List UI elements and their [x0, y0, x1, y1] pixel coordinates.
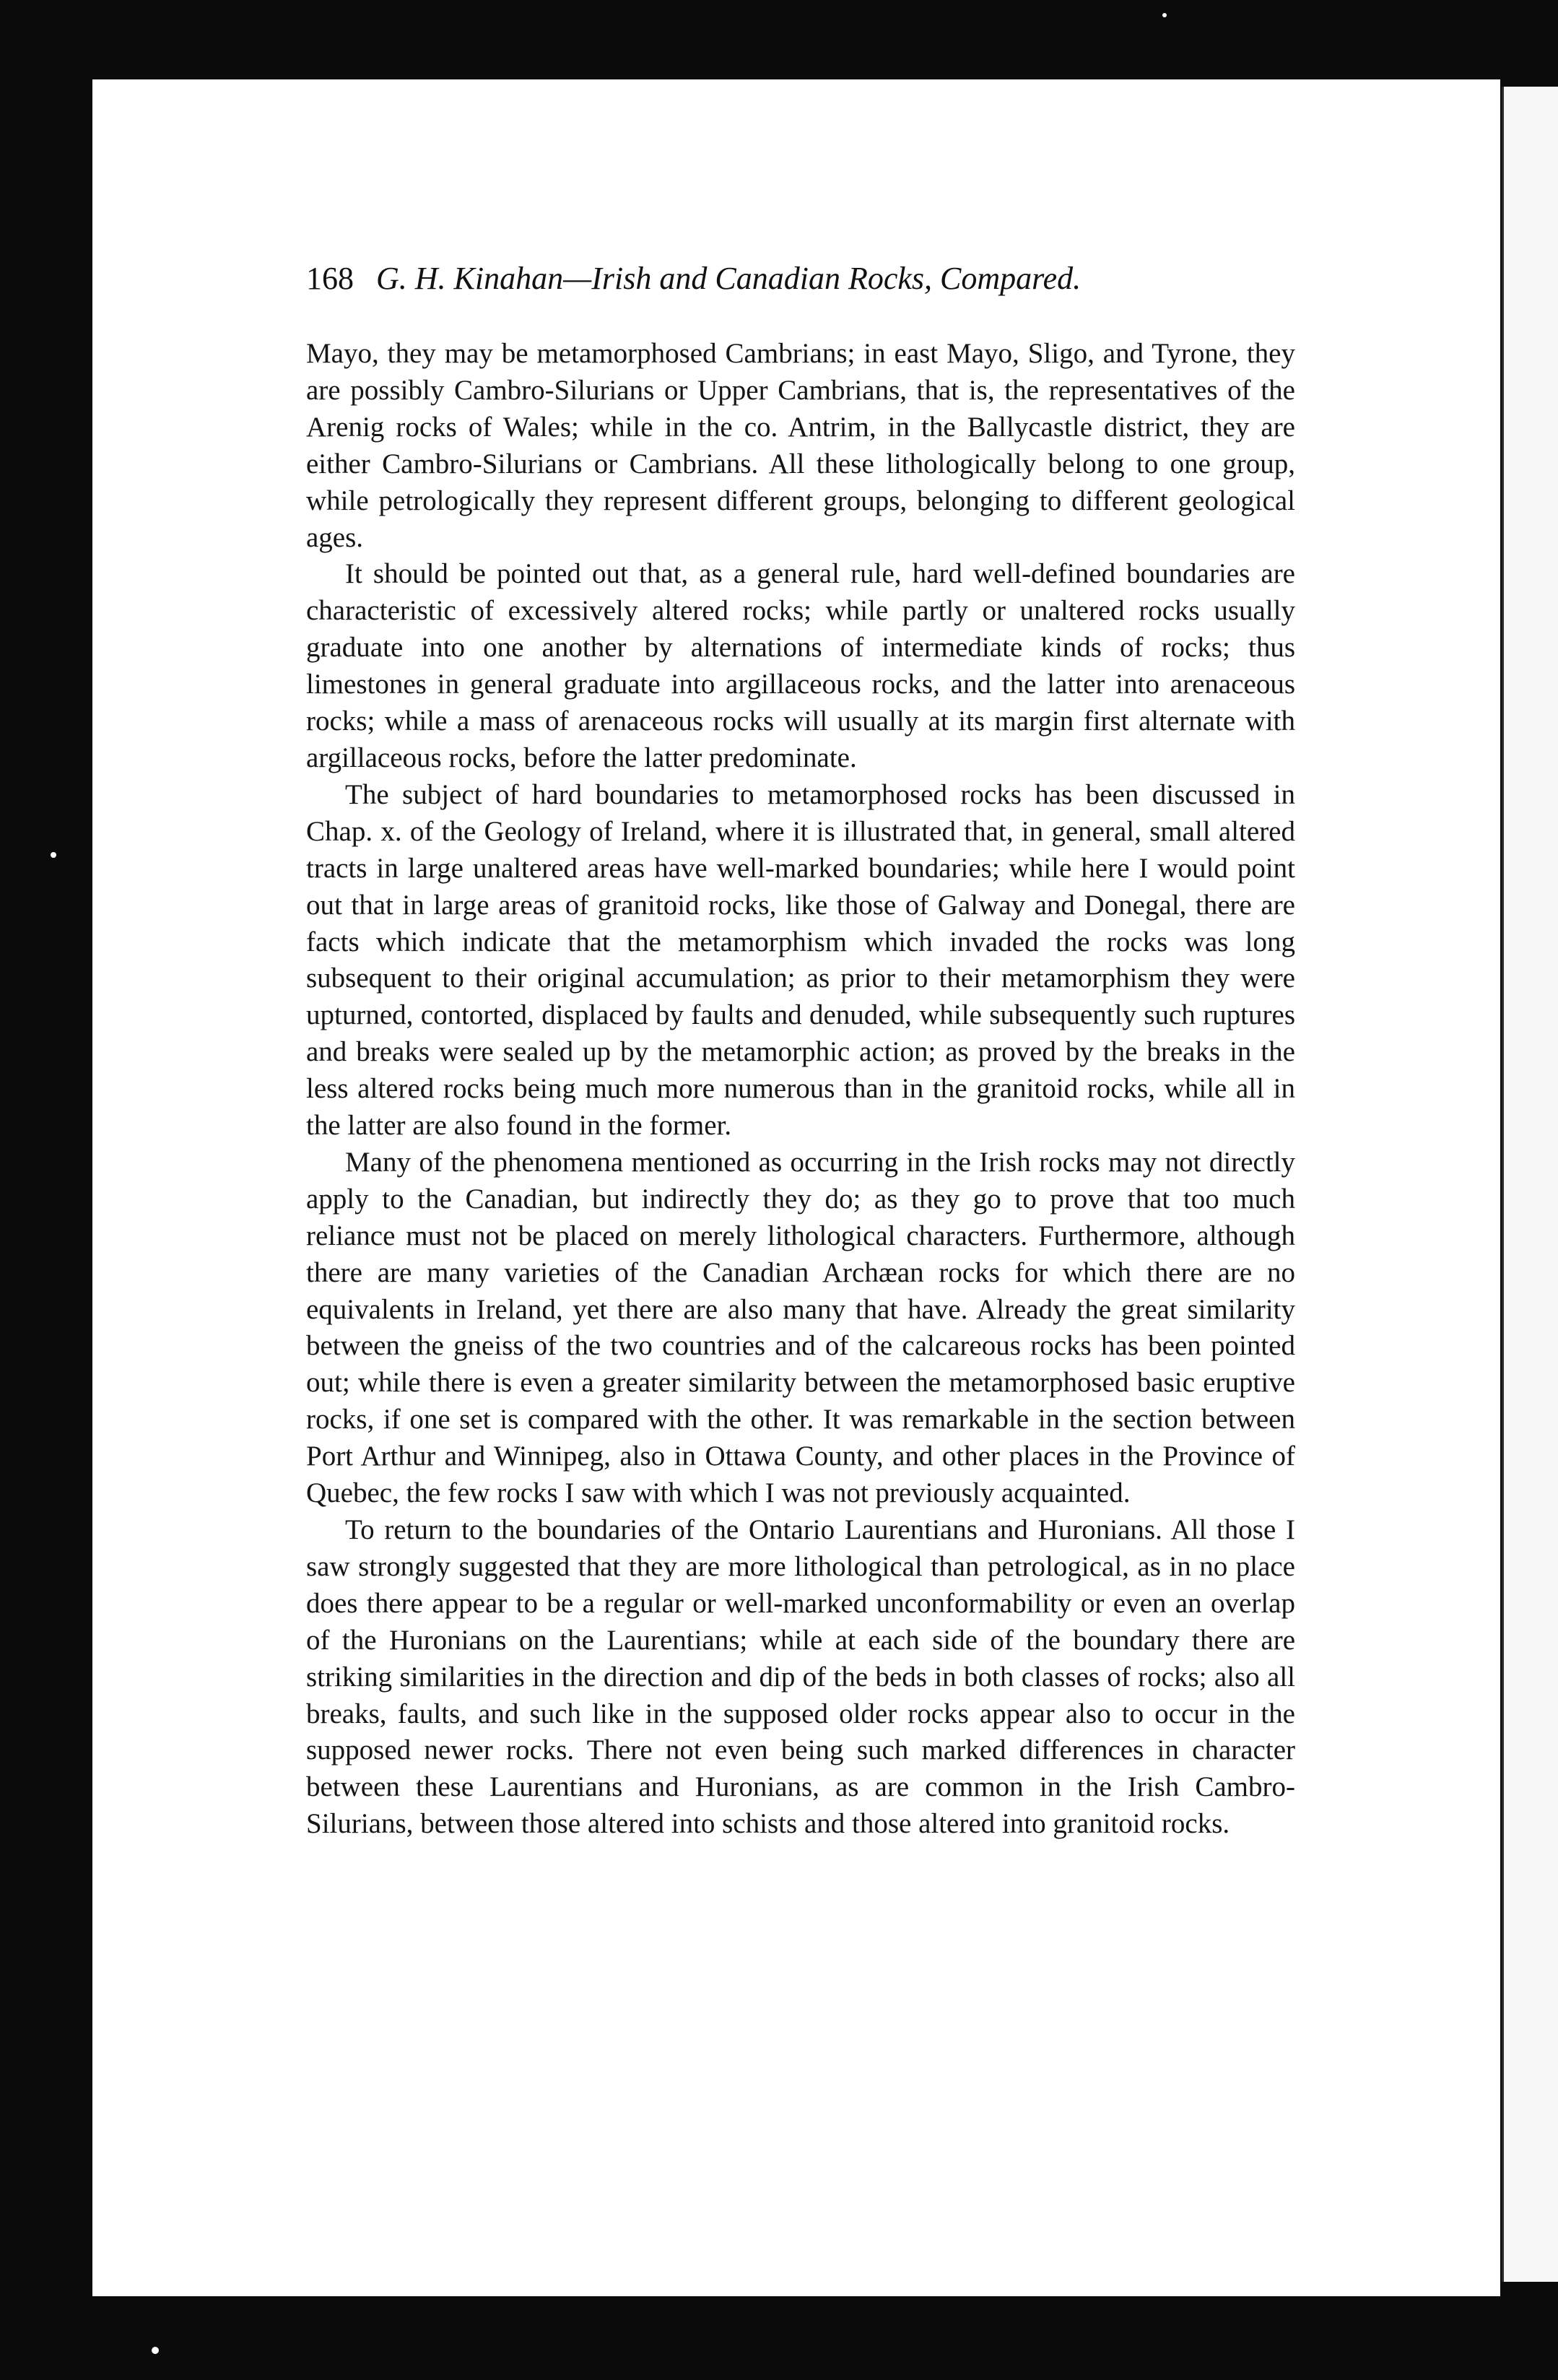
paragraph: To return to the boundaries of the Ontario Laurentians and Huronians. All those I saw strongly suggested that they are more lithological than petrological, as in no place does there appear to be a regular or well-marked unconformability or even an overlap of the Huronians on the Laurentians; while at each side of the boundary there are striking similarities in the direction and dip of the beds in both classes of rocks; also all breaks, faults, and such like in the supposed older rocks appear also to occur in the supposed newer rocks. There not even being such marked differences in character between these Laurentians and Huronians, as are common in the Irish Cambro-Silurians, between those altered into schists and those altered into granitoid rocks.: [306, 1514, 1295, 1840]
running-header: [306, 260, 1317, 310]
scan-speck: [152, 2347, 159, 2354]
running-title: G. H. Kinahan—Irish and Canadian Rocks, Compared.: [376, 261, 1082, 296]
paragraph: The subject of hard boundaries to metamorphosed rocks has been discussed in Chap. x. of the Geology of Ireland, where it is illustrated that, in general, small altered tracts in large unaltered areas have well-marked boundaries; while here I would point out that in large areas of granitoid rocks, like those of Galway and Donegal, there are facts which indicate that the metamorphism which invaded the rocks was long subsequent to their original accumulation; as prior to their metamorphism they were upturned, contorted, displaced by faults and denuded, while subsequently such ruptures and breaks were sealed up by the metamorphic action; as proved by the breaks in the less altered rocks being much more numerous than in the granitoid rocks, while all in the latter are also found in the former.: [306, 778, 1295, 1142]
paragraph: Many of the phenomena mentioned as occurring in the Irish rocks may not directly apply to the Canadian, but indirectly they do; as they go to prove that too much reliance must not be placed on merely lithological characters. Furthermore, although there are many varieties of the Canadian Archæan rocks for which there are no equivalents in Ireland, yet there are also many that have. Already the great similarity between the gneiss of the two countries and of the calcareous rocks has been pointed out; while there is even a greater similarity between the metamorphosed basic eruptive rocks, if one set is compared with the other. It was remarkable in the section between Port Arthur and Winnipeg, also in Ottawa County, and other places in the Province of Quebec, the few rocks I saw with which I was not previously acquainted.: [306, 1146, 1295, 1509]
body-text: [306, 336, 1295, 1843]
paragraph: It should be pointed out that, as a general rule, hard well-defined boundaries are characteristic of excessively altered rocks; while partly or unaltered rocks usually graduate into one another by alternations of intermediate kinds of rocks; thus limestones in general graduate into argillaceous rocks, and the latter into arenaceous rocks; while a mass of arenaceous rocks will usually at its margin first alternate with argillaceous rocks, before the latter predominate.: [306, 558, 1295, 773]
scan-speck: [1162, 13, 1167, 17]
page-number: 168: [306, 261, 354, 296]
adjacent-page-edge: [1502, 87, 1558, 2282]
scan-speck: [51, 852, 56, 858]
paragraph: Mayo, they may be metamorphosed Cambrians; in east Mayo, Sligo, and Tyrone, they are possibly Cambro-Silurians or Upper Cambrians, that is, the representatives of the Arenig rocks of Wales; while in the co. Antrim, in the Ballycastle district, they are either Cambro-Silurians or Cambrians. All these lithologically belong to one group, while petrologically they represent different groups, belonging to different geological ages.: [306, 338, 1295, 553]
